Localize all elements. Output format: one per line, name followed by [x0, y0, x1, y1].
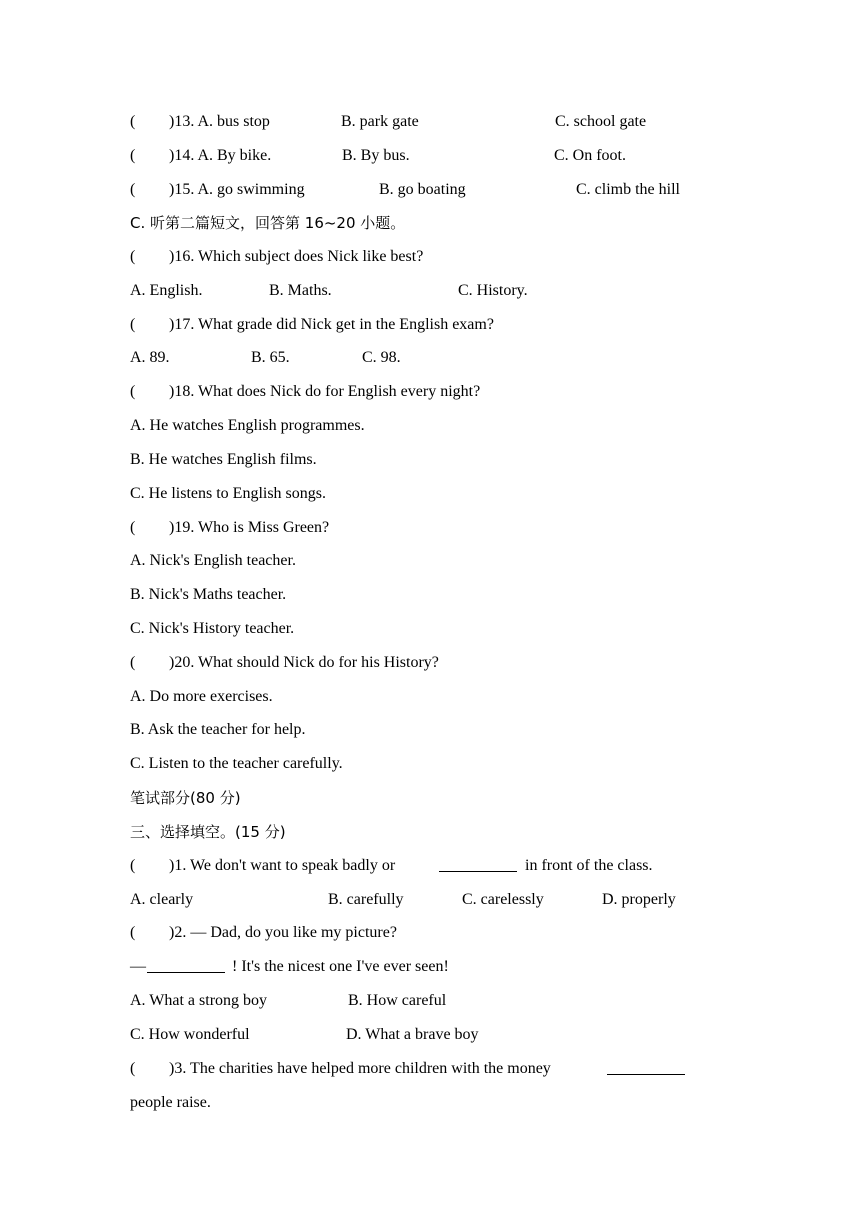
written-question-1-stem: )1. We don't want to speak badly or — [169, 857, 396, 874]
question-13-option-c: C. school gate — [555, 113, 647, 130]
question-18-option-a: A. He watches English programmes. — [130, 417, 365, 434]
question-13-option-b: B. park gate — [341, 113, 419, 130]
section-3-heading: 三、选择填空。(15 分) — [130, 823, 286, 841]
question-18-stem: )18. What does Nick do for English every night? — [169, 383, 481, 400]
paren-open: ( — [130, 519, 136, 536]
question-17-option-b: B. 65. — [251, 349, 290, 366]
question-15-option-a: )15. A. go swimming — [169, 181, 305, 198]
section-c-heading: C. 听第二篇短文，回答第 16~20 小题。 — [130, 214, 406, 232]
question-13-option-a: )13. A. bus stop — [169, 113, 270, 130]
written-part-header: 笔试部分(80 分) — [130, 789, 241, 807]
question-19-option-a: A. Nick's English teacher. — [130, 552, 296, 569]
paren-open: ( — [130, 181, 136, 198]
question-18-option-c: C. He listens to English songs. — [130, 485, 327, 502]
question-14-option-a: )14. A. By bike. — [169, 147, 272, 164]
paren-open: ( — [130, 316, 136, 333]
question-16-option-b: B. Maths. — [269, 282, 332, 299]
question-14-option-c: C. On foot. — [554, 147, 626, 164]
written-question-3-stem-end: people raise. — [130, 1094, 211, 1111]
question-20-option-a: A. Do more exercises. — [130, 688, 273, 705]
paren-open: ( — [130, 248, 136, 265]
written-question-1-option-a: A. clearly — [130, 891, 194, 908]
question-19-stem: )19. Who is Miss Green? — [169, 519, 330, 536]
question-17-option-c: C. 98. — [362, 349, 401, 366]
paren-open: ( — [130, 924, 136, 941]
written-question-1-option-d: D. properly — [602, 891, 676, 908]
dash: — — [130, 958, 146, 975]
question-15-option-b: B. go boating — [379, 181, 466, 198]
question-14-option-b: B. By bus. — [342, 147, 410, 164]
question-20-stem: )20. What should Nick do for his History? — [169, 654, 439, 671]
written-question-2-option-d: D. What a brave boy — [346, 1026, 479, 1043]
paren-open: ( — [130, 113, 136, 130]
question-16-option-a: A. English. — [130, 282, 203, 299]
written-question-2-stem: )2. — Dad, do you like my picture? — [169, 924, 397, 941]
paren-open: ( — [130, 383, 136, 400]
written-question-2-option-a: A. What a strong boy — [130, 992, 268, 1009]
answer-blank — [147, 957, 225, 973]
question-20-option-b: B. Ask the teacher for help. — [130, 721, 306, 738]
paren-open: ( — [130, 1060, 136, 1077]
question-15-option-c: C. climb the hill — [576, 181, 680, 198]
question-17-option-a: A. 89. — [130, 349, 170, 366]
answer-blank — [439, 856, 517, 872]
written-question-2-option-b: B. How careful — [348, 992, 447, 1009]
written-question-2-reply-end: ! It's the nicest one I've ever seen! — [232, 958, 449, 975]
question-16-option-c: C. History. — [458, 282, 528, 299]
written-question-1-option-c: C. carelessly — [462, 891, 544, 908]
written-question-1-stem-end: in front of the class. — [525, 857, 653, 874]
written-question-3-stem: )3. The charities have helped more children with the money — [169, 1060, 551, 1077]
written-question-1-option-b: B. carefully — [328, 891, 404, 908]
paren-open: ( — [130, 857, 136, 874]
question-16-stem: )16. Which subject does Nick like best? — [169, 248, 424, 265]
question-19-option-c: C. Nick's History teacher. — [130, 620, 295, 637]
paren-open: ( — [130, 654, 136, 671]
paren-open: ( — [130, 147, 136, 164]
question-20-option-c: C. Listen to the teacher carefully. — [130, 755, 343, 772]
question-19-option-b: B. Nick's Maths teacher. — [130, 586, 287, 603]
question-17-stem: )17. What grade did Nick get in the English exam? — [169, 316, 494, 333]
written-question-2-option-c: C. How wonderful — [130, 1026, 250, 1043]
answer-blank — [607, 1059, 685, 1075]
question-18-option-b: B. He watches English films. — [130, 451, 317, 468]
